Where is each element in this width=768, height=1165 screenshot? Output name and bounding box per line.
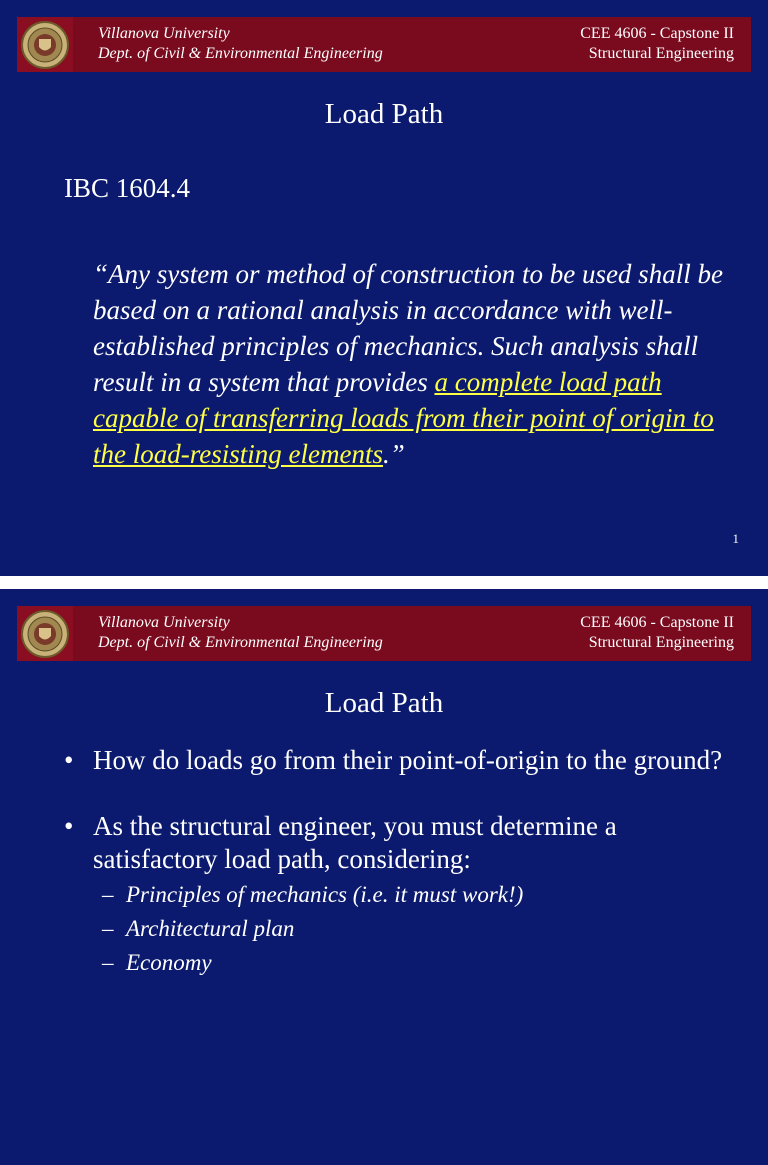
university-name: Villanova University <box>98 614 230 631</box>
slide-header <box>17 606 751 661</box>
department-name: Dept. of Civil & Environmental Engineering <box>98 634 383 651</box>
bullet-item <box>64 810 724 876</box>
code-reference: IBC 1604.4 <box>64 173 191 203</box>
subject-name: Structural Engineering <box>588 634 734 651</box>
sub-item <box>102 912 724 946</box>
dash-glyph: – <box>102 916 114 941</box>
university-seal-icon <box>17 17 73 72</box>
sub-item-text: Architectural plan <box>126 916 295 941</box>
quote-end: .” <box>382 439 405 469</box>
sub-list <box>64 878 724 980</box>
bullet-glyph: • <box>64 745 74 775</box>
subject-name: Structural Engineering <box>588 45 734 62</box>
bullet-list <box>64 744 724 980</box>
dash-glyph: – <box>102 882 114 907</box>
university-seal-icon <box>17 606 73 661</box>
sub-item-text: Principles of mechanics (i.e. it must work!) <box>126 882 524 907</box>
sub-item <box>102 946 724 980</box>
department-name: Dept. of Civil & Environmental Engineering <box>98 45 383 62</box>
slide-1 <box>0 0 768 576</box>
course-name: CEE 4606 - Capstone II <box>580 614 734 631</box>
bullet-text: How do loads go from their point-of-origin to the ground? <box>93 745 723 775</box>
header-right-text <box>580 613 734 653</box>
dash-glyph: – <box>102 950 114 975</box>
slide-header <box>17 17 751 72</box>
sub-item-text: Economy <box>126 950 212 975</box>
sub-item <box>102 878 724 912</box>
course-name: CEE 4606 - Capstone II <box>580 25 734 42</box>
page-number: 1 <box>732 531 739 546</box>
slide-2 <box>0 589 768 1165</box>
slide-title: Load Path <box>324 687 444 719</box>
slide-title: Load Path <box>324 98 444 130</box>
bullet-text: As the structural engineer, you must determine a satisfactory load path, considering: <box>93 811 617 874</box>
quote-text: “Any system or method of construction to be used shall be based on a rational analysis in accordance with well-established principles of mechanics. Such analysis shall result in a system that provides <box>93 259 723 397</box>
quote-highlight: a complete load path capable of transferring loads from their point of origin to the load-resisting elements <box>93 367 714 469</box>
header-left-text <box>98 613 383 653</box>
code-quote <box>93 256 733 472</box>
university-name: Villanova University <box>98 25 230 42</box>
header-right-text <box>580 24 734 64</box>
bullet-glyph: • <box>64 811 74 841</box>
header-left-text <box>98 24 383 64</box>
bullet-item <box>64 744 724 777</box>
